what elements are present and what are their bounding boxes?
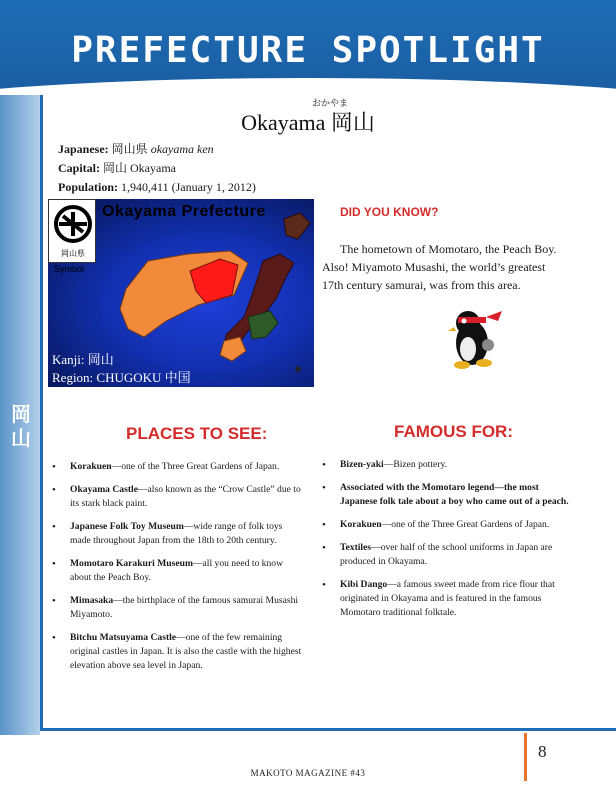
side-kanji: [8, 402, 34, 450]
side-kanji-1: 岡: [11, 402, 31, 426]
fact-japanese: [58, 140, 256, 159]
place-name: Momotaro Karakuri Museum: [70, 558, 193, 569]
place-name: Bitchu Matsuyama Castle: [70, 632, 177, 643]
fact-capital: [58, 159, 256, 178]
famous-desc: Associated with the Momotaro legend—the most Japanese folk tale about a boy who came out of a peach.: [340, 482, 569, 507]
list-item: [322, 481, 574, 509]
famous-name: Textiles: [340, 542, 372, 553]
place-name: Okayama Castle: [70, 484, 138, 495]
list-item: [322, 458, 574, 472]
fact-capital-value: 岡山 Okayama: [103, 161, 176, 175]
list-item: [322, 518, 574, 532]
famous-list: [322, 458, 574, 629]
list-item: [322, 541, 574, 569]
symbol-label: 岡山県: [61, 249, 85, 258]
japan-north-shape: [284, 213, 310, 239]
list-item: [52, 460, 304, 474]
kyushu-shape: [220, 337, 246, 361]
ninja-penguin-icon: [440, 305, 510, 371]
list-item: [52, 520, 304, 548]
famous-heading: FAMOUS FOR:: [394, 422, 513, 441]
list-item: [52, 557, 304, 585]
famous-desc: —over half of the school uniforms in Japan are produced in Okayama.: [340, 542, 553, 567]
place-desc: —all you need to know about the Peach Boy.: [70, 558, 283, 583]
place-desc: —one of the few remaining original castles in Japan. It is also the castle with the highest elevation above sea level in Japan.: [70, 632, 302, 671]
prefecture-map-panel: [48, 199, 314, 387]
place-name: Korakuen: [70, 461, 112, 472]
famous-desc: —one of the Three Great Gardens of Japan.: [381, 519, 550, 530]
fact-population-value: 1,940,411 (January 1, 2012): [121, 180, 256, 194]
map-heading: Okayama Prefecture: [102, 203, 266, 220]
place-desc: —also known as the “Crow Castle” due to its stark black paint.: [70, 484, 301, 509]
famous-name: Korakuen: [340, 519, 382, 530]
did-you-know-text: The hometown of Momotaro, the Peach Boy. Also! Miyamoto Musashi, the world’s greatest 17th century samurai, was from this area.: [322, 242, 557, 292]
list-item: [52, 631, 304, 673]
famous-desc: —Bizen pottery.: [383, 459, 448, 470]
famous-name: Kibi Dango: [340, 579, 388, 590]
fact-capital-label: Capital:: [58, 161, 100, 175]
magazine-footer: MAKOTO MAGAZINE #43: [250, 768, 366, 778]
page-number: 8: [538, 742, 547, 761]
did-you-know-heading: DID YOU KNOW?: [340, 205, 439, 219]
island-dot: [295, 366, 301, 372]
fact-population: [58, 178, 256, 197]
list-item: [322, 578, 574, 620]
list-item: [52, 483, 304, 511]
symbol-caption: Symbol: [54, 264, 85, 274]
places-list: [52, 460, 304, 682]
facts-block: [58, 140, 256, 197]
fact-population-label: Population:: [58, 180, 119, 194]
places-heading: PLACES TO SEE:: [126, 424, 268, 443]
place-name: Japanese Folk Toy Museum: [70, 521, 184, 532]
fact-japanese-label: Japanese:: [58, 142, 109, 156]
fact-japanese-value: 岡山県: [111, 142, 148, 156]
prefecture-symbol-box: [48, 199, 96, 263]
fact-japanese-romaji: okayama ken: [150, 142, 214, 156]
map-kanji-line: Kanji: 岡山: [52, 352, 114, 367]
map-region-line: Region: CHUGOKU 中国: [52, 370, 191, 385]
title-furigana: おかやま: [312, 99, 349, 109]
place-name: Mimasaka: [70, 595, 114, 606]
side-divider: [40, 95, 43, 730]
page-title: PREFECTURE SPOTLIGHT: [71, 30, 545, 71]
bottom-divider: [40, 728, 616, 731]
place-desc: —the birthplace of the famous samurai Musashi Miyamoto.: [70, 595, 299, 620]
side-kanji-2: 山: [11, 426, 31, 450]
list-item: [52, 594, 304, 622]
famous-name: Bizen-yaki: [340, 459, 384, 470]
famous-desc: —a famous sweet made from rice flour that originated in Okayama and is featured in the famous Momotaro traditional folktale.: [340, 579, 555, 618]
place-desc: —wide range of folk toys made throughout Japan from the 18th to 20th century.: [70, 521, 283, 546]
prefecture-title: Okayama 岡山: [241, 110, 375, 135]
place-desc: —one of the Three Great Gardens of Japan.: [111, 461, 280, 472]
prefecture-emblem-icon: [49, 202, 97, 248]
